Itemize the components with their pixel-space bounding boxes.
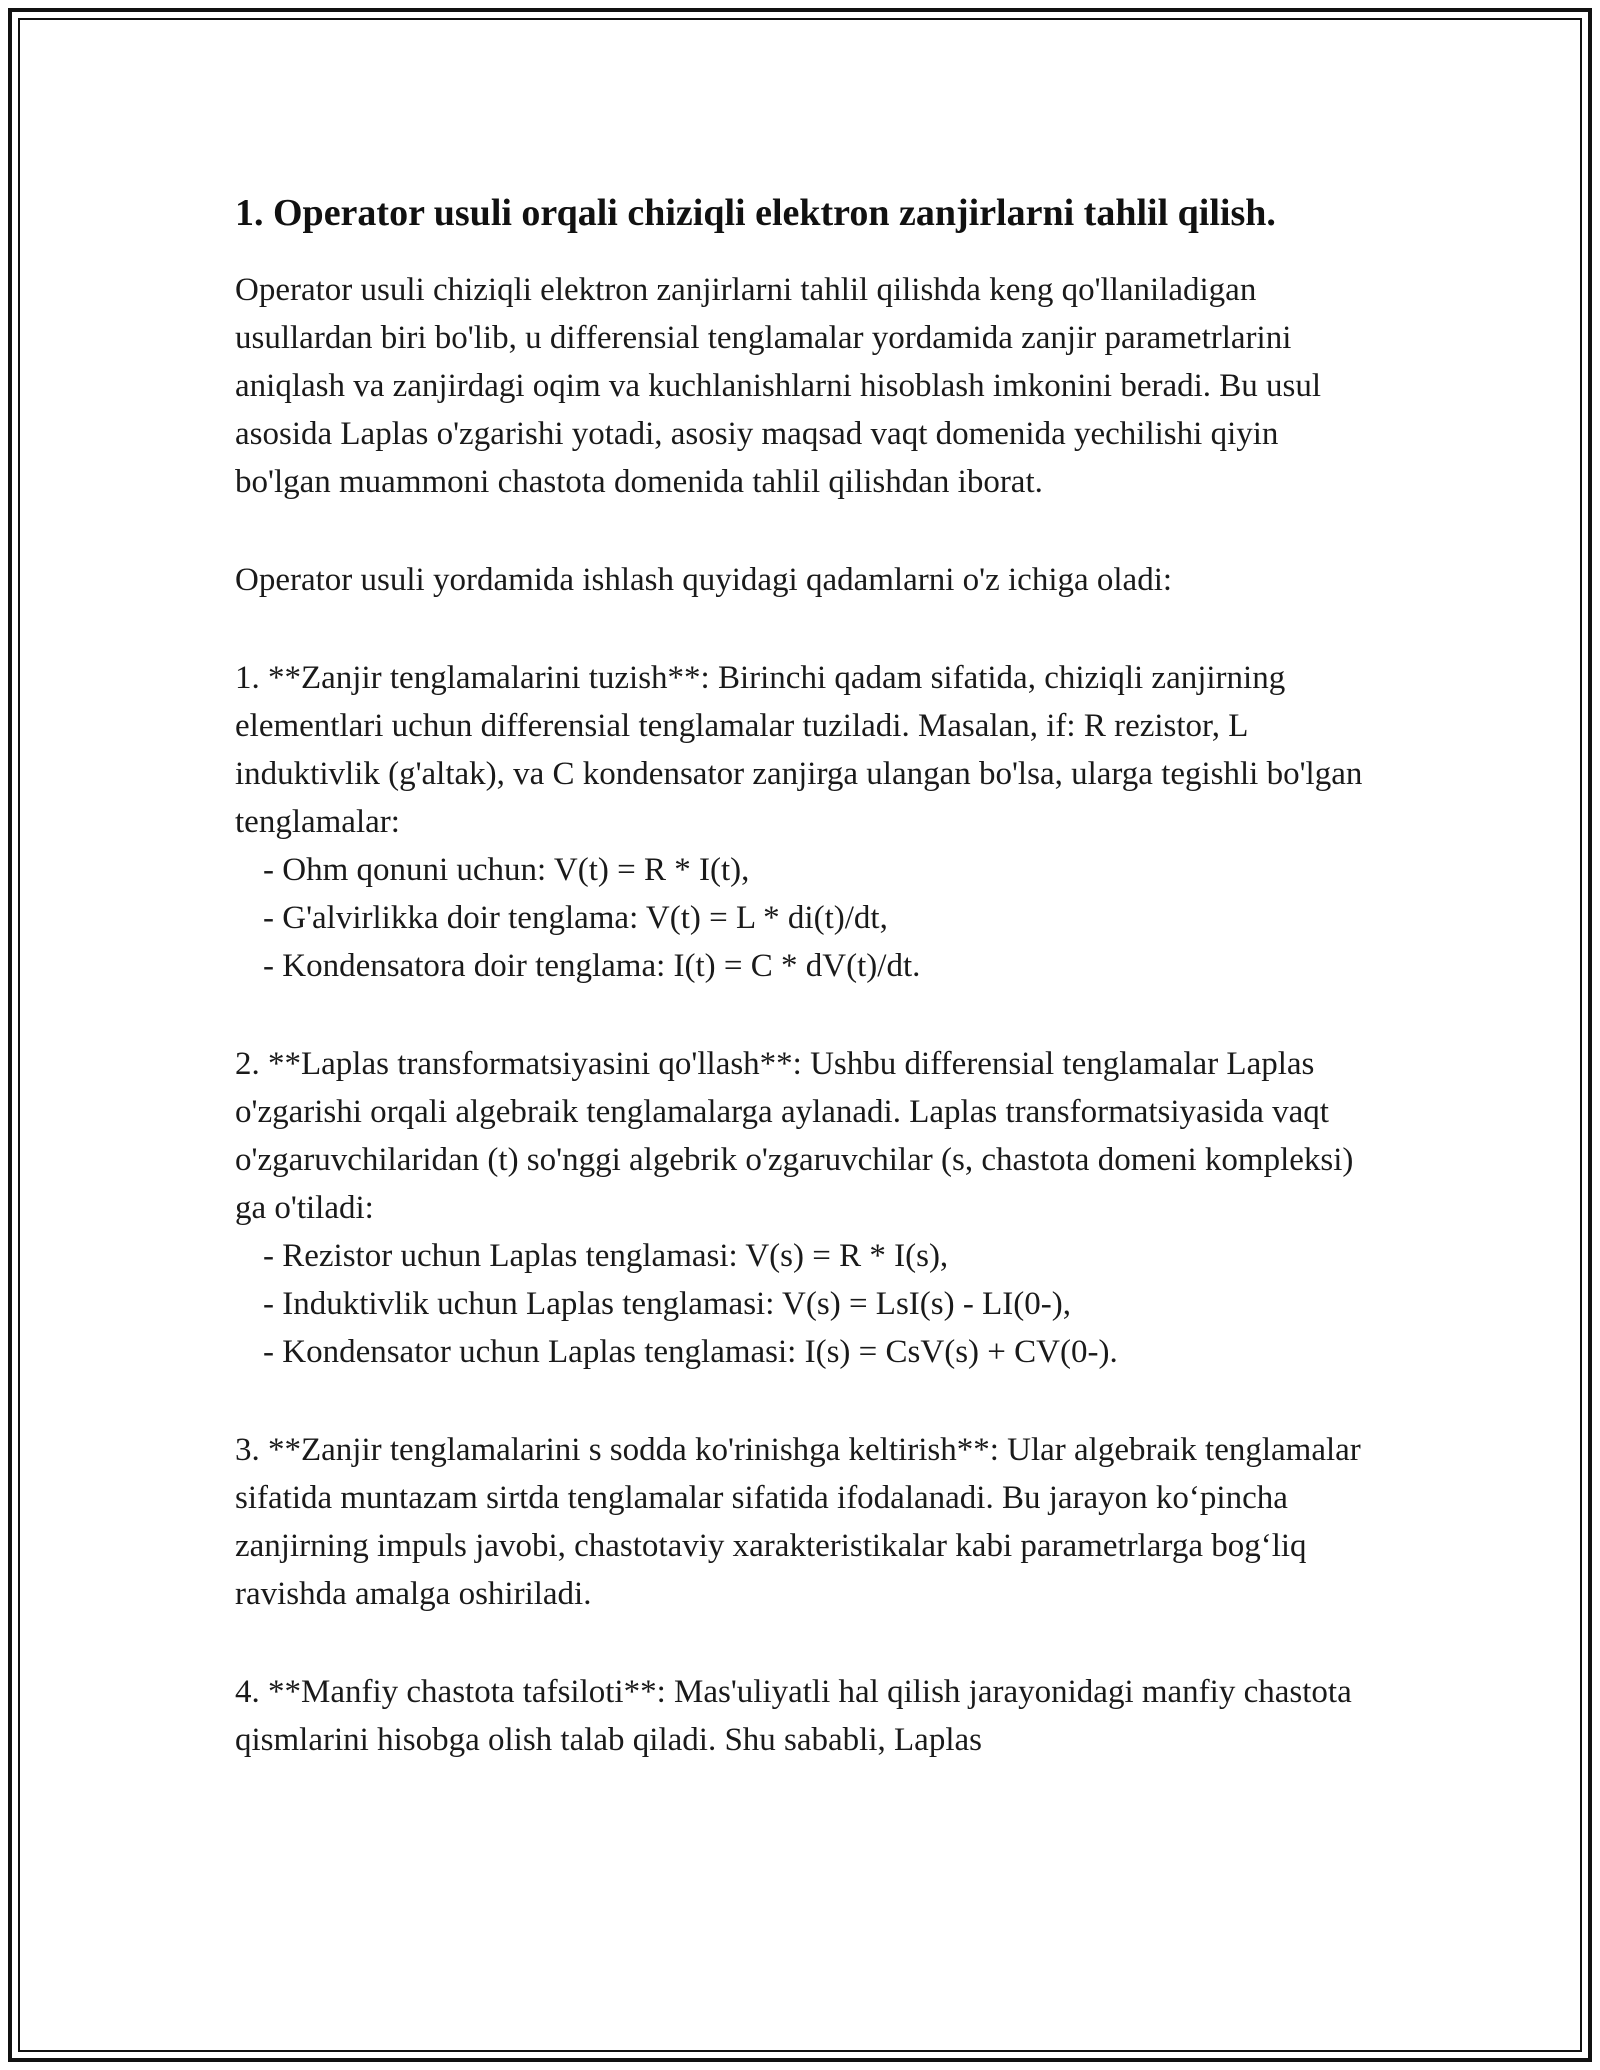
spacer [235, 990, 1375, 1040]
step-text: 1. **Zanjir tenglamalarini tuzish**: Birinchi qadam sifatida, chiziqli zanjirning elementlari uchun differensial tenglamalar tuziladi. Masalan, if: R rezistor, L induktivlik (g'altak), va C kondensator zanjirga ulangan bo'lsa, ularga tegishli bo'lgan tenglamalar: [235, 660, 1363, 840]
step-2 [235, 1040, 1375, 1376]
spacer [235, 1618, 1375, 1668]
step-subitem: - Kondensator uchun Laplas tenglamasi: I(s) = CsV(s) + CV(0-). [263, 1334, 1118, 1370]
spacer [235, 1376, 1375, 1426]
step-text: 2. **Laplas transformatsiyasini qo'llash**: Ushbu differensial tenglamalar Laplas o'zgarishi orqali algebraik tenglamalarga aylanadi. Laplas transformatsiyasida vaqt o'zgaruvchilaridan (t) so'nggi algebrik o'zgaruvchilar (s, chastota domeni kompleksi) ga o'tiladi: [235, 1046, 1354, 1226]
intro-paragraph: Operator usuli chiziqli elektron zanjirlarni tahlil qilishda keng qo'llaniladigan usullardan biri bo'lib, u differensial tenglamalar yordamida zanjir parametrlarini aniqlash va zanjirdagi oqim va kuchlanishlarni hisoblash imkonini beradi. Bu usul asosida Laplas o'zgarishi yotadi, asosiy maqsad vaqt domenida yechilishi qiyin bo'lgan muammoni chastota domenida tahlil qilishdan iborat. [235, 272, 1322, 500]
step-text: 3. **Zanjir tenglamalarini s sodda ko'rinishga keltirish**: Ular algebraik tenglamalar sifatida muntazam sirtda tenglamalar sifatida ifodalanadi. Bu jarayon ko‘pincha zanjirning impuls javobi, chastotaviy xarakteristikalar kabi parametrlarga bog‘liq ravishda amalga oshiriladi. [235, 1432, 1361, 1612]
step-4 [235, 1668, 1375, 1764]
steps-intro: Operator usuli yordamida ishlash quyidagi qadamlarni o'z ichiga oladi: [235, 562, 1173, 598]
document-page [235, 186, 1375, 1764]
step-subitem: - Induktivlik uchun Laplas tenglamasi: V(s) = LsI(s) - LI(0-), [263, 1286, 1071, 1322]
step-subitem: - Rezistor uchun Laplas tenglamasi: V(s) = R * I(s), [263, 1238, 949, 1274]
spacer [235, 604, 1375, 654]
document-title: 1. Operator usuli orqali chiziqli elektron zanjirlarni tahlil qilish. [235, 192, 1276, 234]
step-subitem: - Kondensatora doir tenglama: I(t) = C * dV(t)/dt. [263, 948, 921, 984]
step-text: 4. **Manfiy chastota tafsiloti**: Mas'uliyatli hal qilish jarayonidagi manfiy chastota qismlarini hisobga olish talab qiladi. Shu sababli, Laplas [235, 1674, 1352, 1758]
step-subitem: - G'alvirlikka doir tenglama: V(t) = L * di(t)/dt, [263, 900, 888, 936]
step-subitem: - Ohm qonuni uchun: V(t) = R * I(t), [263, 852, 750, 888]
step-1 [235, 654, 1375, 990]
spacer [235, 506, 1375, 556]
step-3 [235, 1426, 1375, 1618]
